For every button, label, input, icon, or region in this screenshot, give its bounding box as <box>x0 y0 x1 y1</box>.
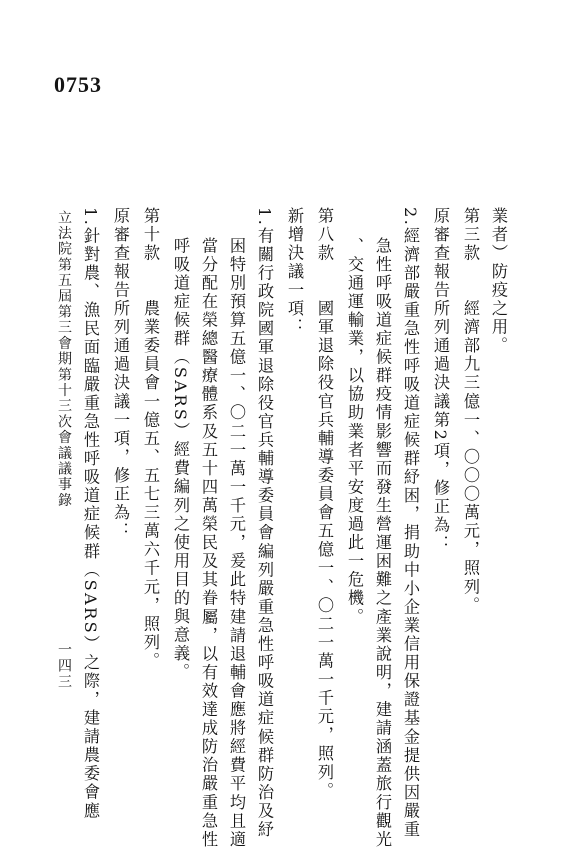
page-number: 一四三 <box>56 642 72 690</box>
text-column-14: 原審查報告所列通過決議一項，修正為： <box>111 207 130 541</box>
text-column-9: 1.有關行政院國軍退除役官兵輔導委員會編列嚴重急性呼吸道症候群防治及紓 <box>255 207 274 840</box>
text-column-12: 呼吸道症候群（SARS）經費編列之使用目的與意義。 <box>171 237 190 683</box>
text-column-6: 、交通運輸業，以協助業者平安度過此一危機。 <box>345 237 364 627</box>
text-column-5: 急性呼吸道症候群疫情影響而發生營運困難之產業說明，建請涵蓋旅行觀光 <box>373 237 392 849</box>
text-column-13: 第十款 農業委員會一億五、五七三萬六千元，照列。 <box>141 207 160 671</box>
text-column-11: 當分配在榮總醫療體系及五十四萬榮民及其眷屬，以有效達成防治嚴重急性 <box>199 237 218 849</box>
footer-title: 立法院第五屆第三會期第十三次會議議事錄 <box>56 210 72 509</box>
text-column-8: 新增決議一項： <box>285 207 304 337</box>
text-column-2: 第三款 經濟部九三億一、〇〇〇萬元，照列。 <box>461 207 480 616</box>
page-code: 0753 <box>54 72 102 97</box>
text-column-4: 2.經濟部嚴重急性呼吸道症候群紓困，捐助中小企業信用保證基金提供因嚴重 <box>401 207 420 840</box>
text-column-15: 1.針對農、漁民面臨嚴重急性呼吸道症候群（SARS）之際，建請農委會應 <box>81 207 100 821</box>
text-column-3: 原審查報告所列通過決議第2項，修正為： <box>431 207 450 554</box>
text-column-1: 業者）防疫之用。 <box>489 207 508 356</box>
text-column-7: 第八款 國軍退除役官兵輔導委員會五億一、〇二一萬一千元，照列。 <box>315 207 334 801</box>
text-column-10: 困特別預算五億一、〇二一萬一千元，爰此特建請退輔會應將經費平均且適 <box>227 237 246 849</box>
